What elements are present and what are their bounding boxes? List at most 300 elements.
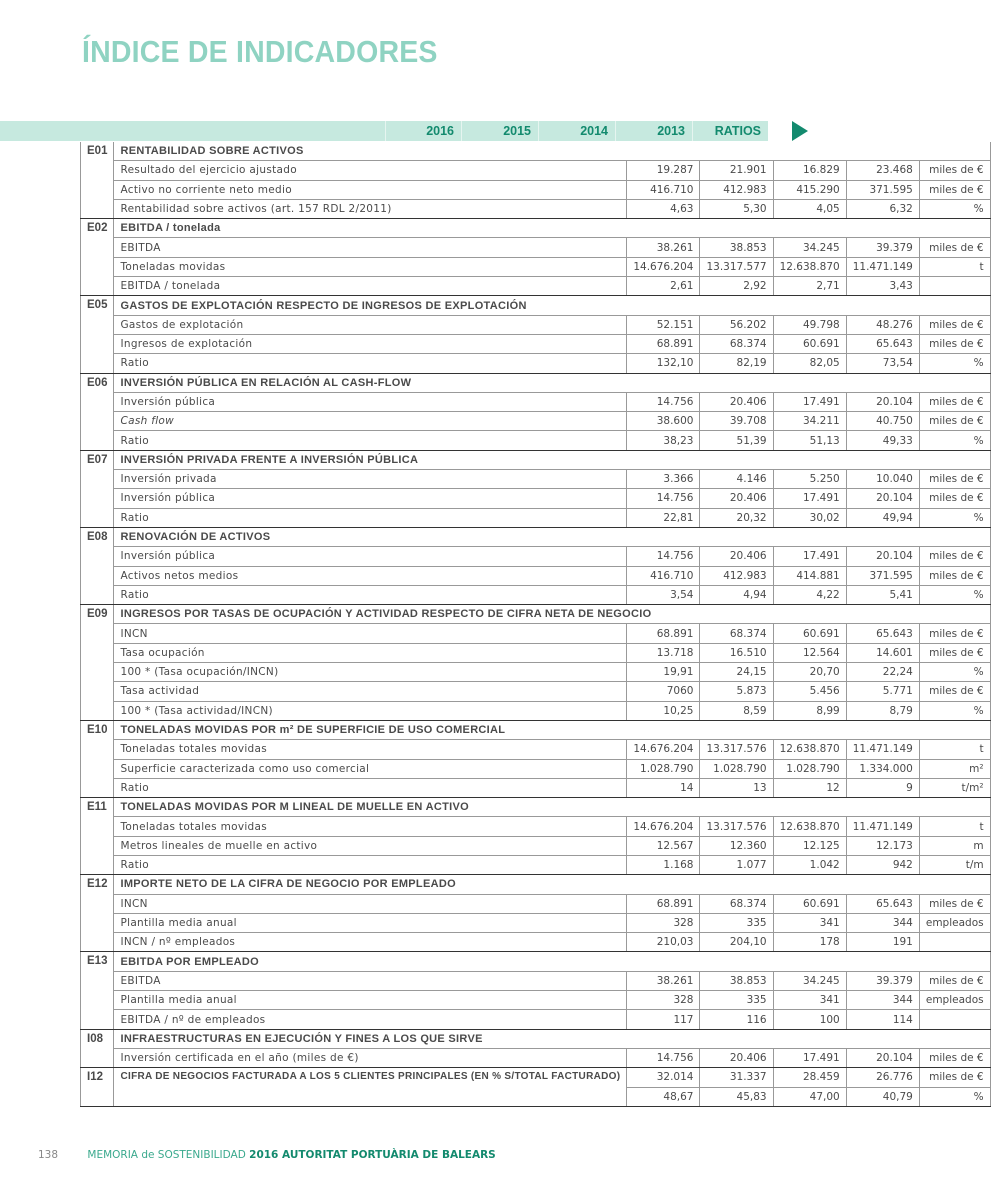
unit: miles de € bbox=[919, 334, 990, 353]
value-2014: 30,02 bbox=[773, 508, 846, 527]
unit: t bbox=[919, 257, 990, 276]
unit: miles de € bbox=[919, 566, 990, 585]
value-2015: 82,19 bbox=[700, 354, 773, 373]
value-2014: 12.125 bbox=[773, 836, 846, 855]
section-header-row bbox=[81, 450, 991, 469]
value-2016: 1.028.790 bbox=[627, 759, 700, 778]
value-2013: 5,41 bbox=[846, 585, 919, 604]
value-2016: 7060 bbox=[627, 682, 700, 701]
column-header-2014: 2014 bbox=[538, 121, 615, 141]
value-2014: 20,70 bbox=[773, 663, 846, 682]
value-2016: 12.567 bbox=[627, 836, 700, 855]
value-2015: 204,10 bbox=[700, 933, 773, 952]
value-2016: 13.718 bbox=[627, 643, 700, 662]
indicator-code: E05 bbox=[81, 296, 114, 373]
section-title: RENTABILIDAD SOBRE ACTIVOS bbox=[114, 142, 990, 161]
section-header-row bbox=[81, 952, 991, 971]
table-row bbox=[81, 759, 991, 778]
row-label: Inversión pública bbox=[114, 489, 627, 508]
unit: % bbox=[919, 585, 990, 604]
unit: % bbox=[919, 431, 990, 450]
row-label: Activo no corriente neto medio bbox=[114, 180, 627, 199]
row-label: Toneladas totales movidas bbox=[114, 817, 627, 836]
indicator-code: E10 bbox=[81, 720, 114, 797]
unit: t/m² bbox=[919, 778, 990, 797]
value-2014: 1.042 bbox=[773, 855, 846, 874]
value-2015: 8,59 bbox=[700, 701, 773, 720]
unit: % bbox=[919, 1087, 990, 1106]
value-2015: 13.317.577 bbox=[700, 257, 773, 276]
value-2013: 11.471.149 bbox=[846, 740, 919, 759]
unit bbox=[919, 277, 990, 296]
table-row bbox=[81, 547, 991, 566]
value-2015: 116 bbox=[700, 1010, 773, 1029]
value-2014: 12.564 bbox=[773, 643, 846, 662]
unit: % bbox=[919, 354, 990, 373]
unit: m² bbox=[919, 759, 990, 778]
table-row bbox=[81, 855, 991, 874]
table-row bbox=[81, 315, 991, 334]
value-2015: 68.374 bbox=[700, 894, 773, 913]
row-label: Activos netos medios bbox=[114, 566, 627, 585]
section-header-row bbox=[81, 798, 991, 817]
value-2013: 20.104 bbox=[846, 1048, 919, 1067]
table-row bbox=[81, 624, 991, 643]
value-2016: 38,23 bbox=[627, 431, 700, 450]
row-label: Cash flow bbox=[114, 412, 627, 431]
row-label: Metros lineales de muelle en activo bbox=[114, 836, 627, 855]
value-2016: 14.676.204 bbox=[627, 817, 700, 836]
unit: miles de € bbox=[919, 161, 990, 180]
row-label: INCN bbox=[114, 624, 627, 643]
value-2013: 371.595 bbox=[846, 180, 919, 199]
section-header-row bbox=[81, 373, 991, 392]
indicator-code: E01 bbox=[81, 142, 114, 219]
value-2014: 12 bbox=[773, 778, 846, 797]
value-2014: 49.798 bbox=[773, 315, 846, 334]
unit bbox=[919, 1010, 990, 1029]
value-2015: 13 bbox=[700, 778, 773, 797]
value-2013: 49,33 bbox=[846, 431, 919, 450]
value-2015: 4,94 bbox=[700, 585, 773, 604]
column-header-2016: 2016 bbox=[385, 121, 461, 141]
row-label: Inversión pública bbox=[114, 547, 627, 566]
unit: t bbox=[919, 740, 990, 759]
section-header-row bbox=[81, 527, 991, 546]
value-2013: 6,32 bbox=[846, 199, 919, 218]
row-label: Ratio bbox=[114, 508, 627, 527]
table-row bbox=[81, 277, 991, 296]
value-2014: 12.638.870 bbox=[773, 817, 846, 836]
row-label: Resultado del ejercicio ajustado bbox=[114, 161, 627, 180]
value-2016: 10,25 bbox=[627, 701, 700, 720]
value-2013: 11.471.149 bbox=[846, 257, 919, 276]
value-2014: 1.028.790 bbox=[773, 759, 846, 778]
value-2014: 5.250 bbox=[773, 470, 846, 489]
footer-memoria: MEMORIA de SOSTENIBILIDAD bbox=[87, 1149, 246, 1161]
indicator-code: E13 bbox=[81, 952, 114, 1029]
value-2013: 942 bbox=[846, 855, 919, 874]
value-2016: 210,03 bbox=[627, 933, 700, 952]
value-2014: 12.638.870 bbox=[773, 257, 846, 276]
section-header-row bbox=[81, 142, 991, 161]
value-2013: 191 bbox=[846, 933, 919, 952]
row-label: Plantilla media anual bbox=[114, 991, 627, 1010]
value-2014: 60.691 bbox=[773, 624, 846, 643]
unit: miles de € bbox=[919, 180, 990, 199]
value-2013: 114 bbox=[846, 1010, 919, 1029]
table-row bbox=[81, 585, 991, 604]
table-row bbox=[81, 836, 991, 855]
value-2013: 14.601 bbox=[846, 643, 919, 662]
table-row bbox=[81, 470, 991, 489]
value-2016: 38.600 bbox=[627, 412, 700, 431]
unit: miles de € bbox=[919, 1048, 990, 1067]
unit: t bbox=[919, 817, 990, 836]
value-2014: 17.491 bbox=[773, 489, 846, 508]
value-2014: 8,99 bbox=[773, 701, 846, 720]
table-row bbox=[81, 971, 991, 990]
table-row bbox=[81, 566, 991, 585]
value-2016: 22,81 bbox=[627, 508, 700, 527]
section-title: INVERSIÓN PÚBLICA EN RELACIÓN AL CASH-FLOW bbox=[114, 373, 990, 392]
row-label: EBITDA bbox=[114, 971, 627, 990]
unit: m bbox=[919, 836, 990, 855]
table-row bbox=[81, 334, 991, 353]
value-2013: 26.776 bbox=[846, 1068, 919, 1087]
row-label: EBITDA / nº de empleados bbox=[114, 1010, 627, 1029]
row-label: Ratio bbox=[114, 855, 627, 874]
row-label: Ratio bbox=[114, 778, 627, 797]
value-2015: 12.360 bbox=[700, 836, 773, 855]
value-2014: 51,13 bbox=[773, 431, 846, 450]
table-row bbox=[81, 392, 991, 411]
indicator-code: E12 bbox=[81, 875, 114, 952]
value-2014: 12.638.870 bbox=[773, 740, 846, 759]
value-2015: 13.317.576 bbox=[700, 740, 773, 759]
section-title: TONELADAS MOVIDAS POR m² DE SUPERFICIE DE USO COMERCIAL bbox=[114, 720, 990, 739]
value-2015: 24,15 bbox=[700, 663, 773, 682]
value-2013: 23.468 bbox=[846, 161, 919, 180]
value-2014: 4,22 bbox=[773, 585, 846, 604]
indicator-code: E06 bbox=[81, 373, 114, 450]
value-2013: 22,24 bbox=[846, 663, 919, 682]
value-2016: 416.710 bbox=[627, 566, 700, 585]
indicator-code: E09 bbox=[81, 605, 114, 721]
row-label: EBITDA / tonelada bbox=[114, 277, 627, 296]
value-2016: 68.891 bbox=[627, 334, 700, 353]
value-2013: 1.334.000 bbox=[846, 759, 919, 778]
value-2016: 14.676.204 bbox=[627, 257, 700, 276]
value-2015: 20.406 bbox=[700, 1048, 773, 1067]
value-2013: 73,54 bbox=[846, 354, 919, 373]
row-label: Tasa ocupación bbox=[114, 643, 627, 662]
indicator-code: E08 bbox=[81, 527, 114, 604]
indicator-code: E02 bbox=[81, 219, 114, 296]
value-2014: 5.456 bbox=[773, 682, 846, 701]
unit: miles de € bbox=[919, 971, 990, 990]
table-row bbox=[81, 238, 991, 257]
value-2016: 14.676.204 bbox=[627, 740, 700, 759]
value-2016: 328 bbox=[627, 913, 700, 932]
table-row bbox=[81, 663, 991, 682]
value-2013: 20.104 bbox=[846, 547, 919, 566]
value-2013: 49,94 bbox=[846, 508, 919, 527]
section-title: INVERSIÓN PRIVADA FRENTE A INVERSIÓN PÚBLICA bbox=[114, 450, 990, 469]
value-2014: 4,05 bbox=[773, 199, 846, 218]
value-2013: 344 bbox=[846, 991, 919, 1010]
row-label: 100 * (Tasa ocupación/INCN) bbox=[114, 663, 627, 682]
unit: % bbox=[919, 508, 990, 527]
value-2016: 68.891 bbox=[627, 894, 700, 913]
unit: miles de € bbox=[919, 624, 990, 643]
value-2013: 65.643 bbox=[846, 334, 919, 353]
unit: miles de € bbox=[919, 412, 990, 431]
row-label: Tasa actividad bbox=[114, 682, 627, 701]
value-2015: 38.853 bbox=[700, 238, 773, 257]
table-row bbox=[81, 913, 991, 932]
unit: miles de € bbox=[919, 470, 990, 489]
row-label: Gastos de explotación bbox=[114, 315, 627, 334]
value-2015: 51,39 bbox=[700, 431, 773, 450]
table-row bbox=[81, 412, 991, 431]
next-page-arrow-icon[interactable] bbox=[792, 121, 808, 141]
section-title: EBITDA / tonelada bbox=[114, 219, 990, 238]
value-2016: 68.891 bbox=[627, 624, 700, 643]
value-2014: 34.245 bbox=[773, 971, 846, 990]
table-row bbox=[81, 1048, 991, 1067]
value-2014: 34.245 bbox=[773, 238, 846, 257]
unit: miles de € bbox=[919, 894, 990, 913]
value-2014: 60.691 bbox=[773, 334, 846, 353]
value-2015: 4.146 bbox=[700, 470, 773, 489]
value-2013: 12.173 bbox=[846, 836, 919, 855]
value-2015: 39.708 bbox=[700, 412, 773, 431]
section-title: INGRESOS POR TASAS DE OCUPACIÓN Y ACTIVIDAD RESPECTO DE CIFRA NETA DE NEGOCIO bbox=[114, 605, 990, 624]
table-row bbox=[81, 933, 991, 952]
row-label: INCN bbox=[114, 894, 627, 913]
row-label: Toneladas totales movidas bbox=[114, 740, 627, 759]
row-label: EBITDA bbox=[114, 238, 627, 257]
value-2014: 2,71 bbox=[773, 277, 846, 296]
row-label: Ratio bbox=[114, 585, 627, 604]
value-2015: 1.028.790 bbox=[700, 759, 773, 778]
section-header-row bbox=[81, 720, 991, 739]
value-2016: 1.168 bbox=[627, 855, 700, 874]
value-2016: 3,54 bbox=[627, 585, 700, 604]
section-header-row bbox=[81, 605, 991, 624]
row-label: Inversión privada bbox=[114, 470, 627, 489]
value-2014: 17.491 bbox=[773, 1048, 846, 1067]
unit: miles de € bbox=[919, 238, 990, 257]
unit: % bbox=[919, 701, 990, 720]
value-2016: 14.756 bbox=[627, 392, 700, 411]
value-2014: 34.211 bbox=[773, 412, 846, 431]
table-row bbox=[81, 817, 991, 836]
unit: empleados bbox=[919, 913, 990, 932]
value-2016: 2,61 bbox=[627, 277, 700, 296]
value-2016: 117 bbox=[627, 1010, 700, 1029]
table-row bbox=[81, 778, 991, 797]
value-2015: 2,92 bbox=[700, 277, 773, 296]
value-2015: 20.406 bbox=[700, 547, 773, 566]
unit bbox=[919, 933, 990, 952]
value-2013: 48.276 bbox=[846, 315, 919, 334]
indicators-table bbox=[80, 142, 991, 1107]
section-title: CIFRA DE NEGOCIOS FACTURADA A LOS 5 CLIENTES PRINCIPALES (EN % S/TOTAL FACTURADO) bbox=[114, 1068, 627, 1107]
value-2016: 38.261 bbox=[627, 238, 700, 257]
unit: t/m bbox=[919, 855, 990, 874]
value-2015: 13.317.576 bbox=[700, 817, 773, 836]
value-2016: 38.261 bbox=[627, 971, 700, 990]
unit: miles de € bbox=[919, 643, 990, 662]
value-2015: 5,30 bbox=[700, 199, 773, 218]
table-row bbox=[81, 354, 991, 373]
table-row bbox=[81, 1068, 991, 1087]
row-label: Inversión certificada en el año (miles de €) bbox=[114, 1048, 627, 1067]
row-label: Ratio bbox=[114, 354, 627, 373]
row-label: Ratio bbox=[114, 431, 627, 450]
table-row bbox=[81, 740, 991, 759]
unit: miles de € bbox=[919, 1068, 990, 1087]
value-2016: 132,10 bbox=[627, 354, 700, 373]
table-row bbox=[81, 161, 991, 180]
value-2014: 414.881 bbox=[773, 566, 846, 585]
page-number: 138 bbox=[38, 1149, 59, 1161]
value-2014: 341 bbox=[773, 913, 846, 932]
section-title: IMPORTE NETO DE LA CIFRA DE NEGOCIO POR EMPLEADO bbox=[114, 875, 990, 894]
value-2014: 60.691 bbox=[773, 894, 846, 913]
value-2013: 5.771 bbox=[846, 682, 919, 701]
value-2015: 56.202 bbox=[700, 315, 773, 334]
unit: miles de € bbox=[919, 547, 990, 566]
table-row bbox=[81, 257, 991, 276]
value-2013: 39.379 bbox=[846, 971, 919, 990]
row-label: Ingresos de explotación bbox=[114, 334, 627, 353]
value-2016: 52.151 bbox=[627, 315, 700, 334]
value-2014: 28.459 bbox=[773, 1068, 846, 1087]
value-2013: 40,79 bbox=[846, 1087, 919, 1106]
value-2013: 20.104 bbox=[846, 392, 919, 411]
table-row bbox=[81, 199, 991, 218]
value-2016: 416.710 bbox=[627, 180, 700, 199]
value-2016: 19,91 bbox=[627, 663, 700, 682]
indicator-code: I08 bbox=[81, 1029, 114, 1068]
value-2013: 20.104 bbox=[846, 489, 919, 508]
value-2013: 9 bbox=[846, 778, 919, 797]
row-label: Superficie caracterizada como uso comercial bbox=[114, 759, 627, 778]
table-row bbox=[81, 508, 991, 527]
value-2015: 31.337 bbox=[700, 1068, 773, 1087]
table-row bbox=[81, 701, 991, 720]
value-2015: 68.374 bbox=[700, 334, 773, 353]
indicator-code: I12 bbox=[81, 1068, 114, 1107]
indicator-code: E07 bbox=[81, 450, 114, 527]
value-2015: 335 bbox=[700, 913, 773, 932]
value-2016: 32.014 bbox=[627, 1068, 700, 1087]
value-2016: 14 bbox=[627, 778, 700, 797]
value-2015: 38.853 bbox=[700, 971, 773, 990]
page-title: ÍNDICE DE INDICADORES bbox=[82, 34, 438, 69]
value-2015: 412.983 bbox=[700, 566, 773, 585]
value-2016: 328 bbox=[627, 991, 700, 1010]
row-label: Inversión pública bbox=[114, 392, 627, 411]
value-2016: 48,67 bbox=[627, 1087, 700, 1106]
unit: miles de € bbox=[919, 489, 990, 508]
table-row bbox=[81, 1010, 991, 1029]
table-row bbox=[81, 431, 991, 450]
section-title: EBITDA POR EMPLEADO bbox=[114, 952, 990, 971]
value-2013: 371.595 bbox=[846, 566, 919, 585]
value-2014: 17.491 bbox=[773, 547, 846, 566]
unit: miles de € bbox=[919, 392, 990, 411]
value-2016: 14.756 bbox=[627, 1048, 700, 1067]
page-footer bbox=[38, 1149, 496, 1161]
section-title: GASTOS DE EXPLOTACIÓN RESPECTO DE INGRESOS DE EXPLOTACIÓN bbox=[114, 296, 990, 315]
value-2013: 39.379 bbox=[846, 238, 919, 257]
value-2013: 3,43 bbox=[846, 277, 919, 296]
row-label: Toneladas movidas bbox=[114, 257, 627, 276]
value-2016: 3.366 bbox=[627, 470, 700, 489]
value-2014: 16.829 bbox=[773, 161, 846, 180]
indicator-code: E11 bbox=[81, 798, 114, 875]
section-header-row bbox=[81, 296, 991, 315]
value-2015: 21.901 bbox=[700, 161, 773, 180]
value-2014: 178 bbox=[773, 933, 846, 952]
column-header-2013: 2013 bbox=[615, 121, 692, 141]
value-2014: 82,05 bbox=[773, 354, 846, 373]
value-2016: 14.756 bbox=[627, 547, 700, 566]
value-2016: 14.756 bbox=[627, 489, 700, 508]
section-title: RENOVACIÓN DE ACTIVOS bbox=[114, 527, 990, 546]
table-row bbox=[81, 643, 991, 662]
section-title: INFRAESTRUCTURAS EN EJECUCIÓN Y FINES A LOS QUE SIRVE bbox=[114, 1029, 990, 1048]
value-2015: 68.374 bbox=[700, 624, 773, 643]
value-2015: 1.077 bbox=[700, 855, 773, 874]
footer-org: 2016 AUTORITAT PORTUÀRIA DE BALEARS bbox=[249, 1149, 496, 1161]
unit: miles de € bbox=[919, 682, 990, 701]
value-2014: 415.290 bbox=[773, 180, 846, 199]
table-row bbox=[81, 180, 991, 199]
value-2015: 412.983 bbox=[700, 180, 773, 199]
unit: empleados bbox=[919, 991, 990, 1010]
value-2013: 65.643 bbox=[846, 894, 919, 913]
column-header-2015: 2015 bbox=[461, 121, 538, 141]
row-label: Rentabilidad sobre activos (art. 157 RDL 2/2011) bbox=[114, 199, 627, 218]
value-2015: 45,83 bbox=[700, 1087, 773, 1106]
row-label: 100 * (Tasa actividad/INCN) bbox=[114, 701, 627, 720]
row-label: Plantilla media anual bbox=[114, 913, 627, 932]
table-row bbox=[81, 894, 991, 913]
value-2014: 17.491 bbox=[773, 392, 846, 411]
column-header-ratios: RATIOS bbox=[692, 121, 768, 141]
value-2015: 20.406 bbox=[700, 392, 773, 411]
value-2013: 8,79 bbox=[846, 701, 919, 720]
value-2013: 344 bbox=[846, 913, 919, 932]
value-2016: 4,63 bbox=[627, 199, 700, 218]
table-row bbox=[81, 682, 991, 701]
value-2014: 341 bbox=[773, 991, 846, 1010]
value-2014: 100 bbox=[773, 1010, 846, 1029]
value-2013: 40.750 bbox=[846, 412, 919, 431]
value-2015: 335 bbox=[700, 991, 773, 1010]
value-2015: 16.510 bbox=[700, 643, 773, 662]
unit: % bbox=[919, 199, 990, 218]
value-2013: 11.471.149 bbox=[846, 817, 919, 836]
section-header-row bbox=[81, 1029, 991, 1048]
unit: miles de € bbox=[919, 315, 990, 334]
table-row bbox=[81, 991, 991, 1010]
